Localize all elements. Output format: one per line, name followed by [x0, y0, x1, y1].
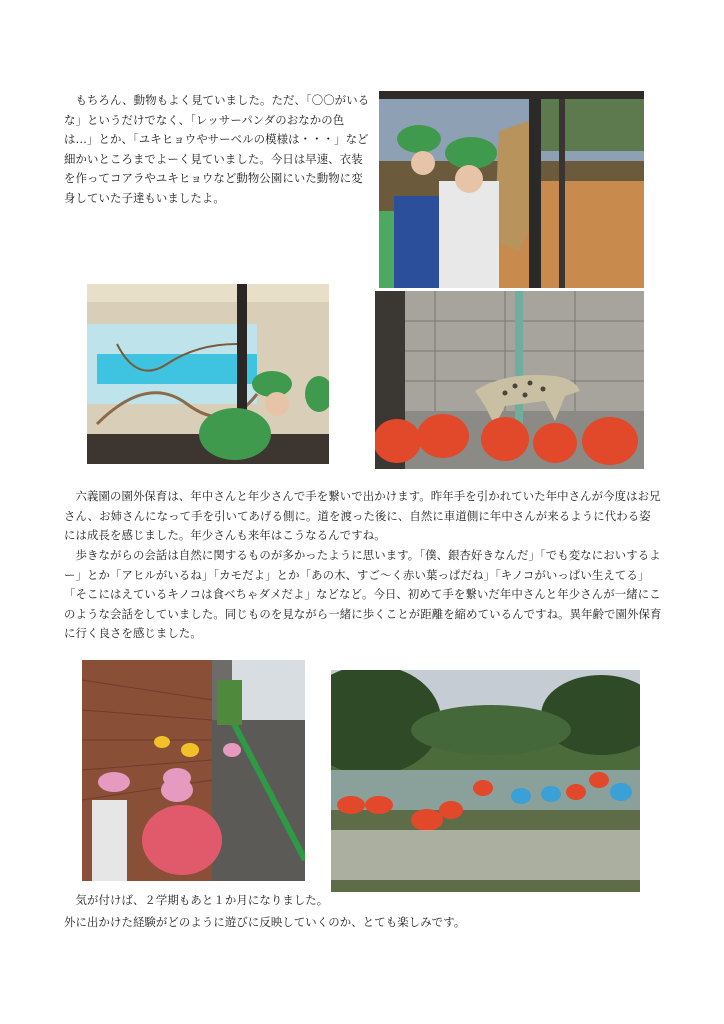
conversation-paragraph: 歩きながらの会話は自然に関するものが多かったように思います。「僕、銀杏好きなんだ」「でも変なにおいするよー」とか「アヒルがいるね」「カモだよ」とか「あの木、すご～く赤い葉っぱだね」「キノコがいっぱい生えてる」「そこにはえているキノコは食べちゃダメだよ」などなど。今日、初めて手を繋いだ年中さんと年少さんが一緒にこのような会話をしていました。同じものを見ながら一緒に歩くことが距離を縮めているんですね。異年齢で園外保育に行く良さを感じました。	[64, 548, 662, 641]
snow-leopard-photo	[375, 291, 644, 469]
pool-exhibit-photo	[87, 284, 329, 464]
outing-paragraph: 六義園の園外保育は、年中さんと年少さんで手を繋いで出かけます。昨年手を引かれていた年中さんが今度はお兄さん、お姉さんになって手を引いてあげる側に。道を渡った後に、自然に車道側に年中さんが来るように代わる姿には成長を感じました。年少さんも来年はこうなるんですね。	[64, 489, 661, 543]
street-walk-photo	[82, 660, 305, 881]
closing-line-1: 気が付けば、２学期もあと１か月になりました。	[64, 893, 329, 907]
closing-line-2: 外に出かけた経験がどのように遊びに反映していくのか、とても楽しみです。	[64, 915, 466, 929]
intro-paragraph: もちろん、動物もよく見ていました。ただ、「〇〇がいるな」というだけでなく、「レッサーパンダのおなかの色は…」とか、「ユキヒョウやサーベルの模様は・・・」など細かいところまでよーく見ていました。今日は早速、衣装を作ってコアラやユキヒョウなど動物公園にいた動物に変身していた子達もいましたよ。	[64, 93, 370, 205]
giraffe-photo	[379, 91, 644, 288]
garden-pond-photo	[331, 670, 640, 892]
